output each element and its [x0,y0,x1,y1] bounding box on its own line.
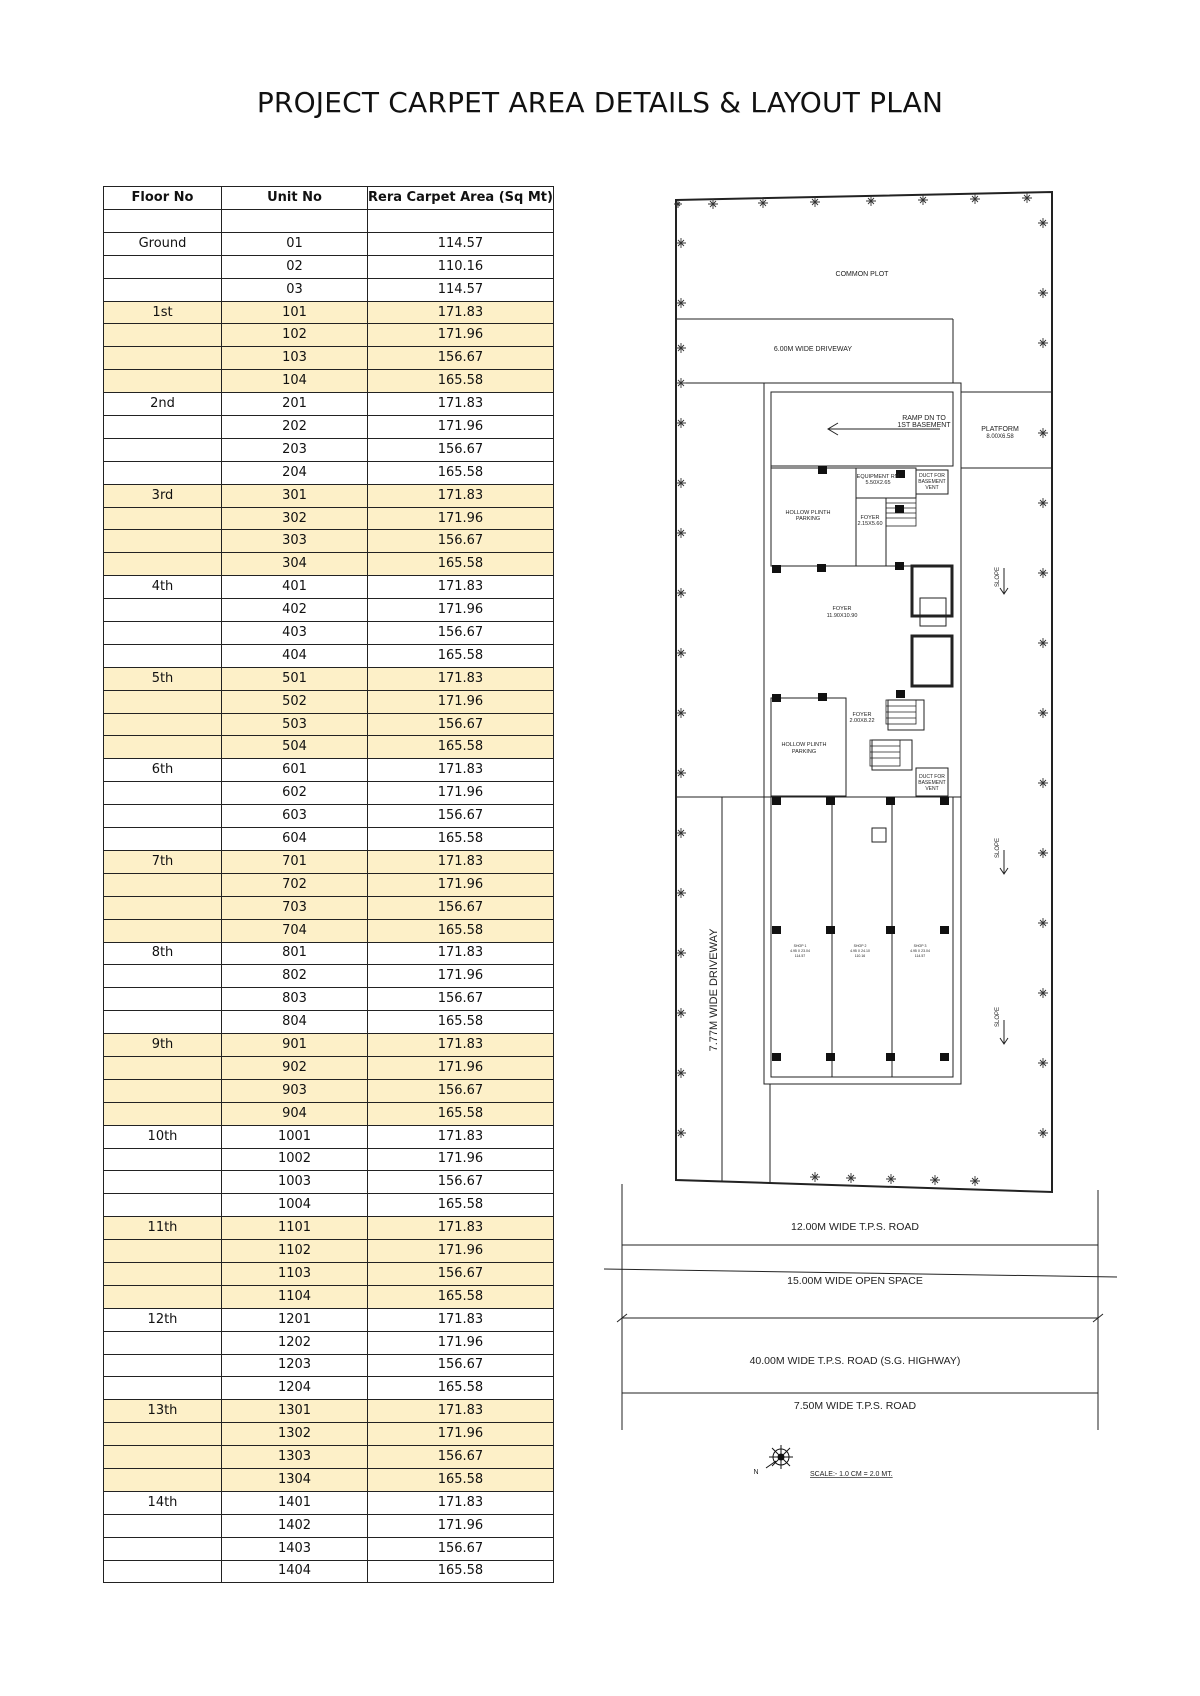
cell-unit-no: 401 [222,576,368,599]
plot-boundary [676,192,1052,1192]
cell-unit-no: 1404 [222,1560,368,1583]
label-shop2-2: 4.95 X 24.10 [850,949,870,953]
cell-unit-no: 1303 [222,1446,368,1469]
cell-unit-no: 1203 [222,1354,368,1377]
cell-carpet-area: 171.83 [368,667,554,690]
label-equipment-1: EQUIPMENT RM [856,474,900,480]
cell-unit-no: 103 [222,347,368,370]
label-shop1-2: 4.95 X 23.04 [790,949,810,953]
cell-carpet-area: 156.67 [368,438,554,461]
cell-carpet-area: 165.58 [368,644,554,667]
page-title: PROJECT CARPET AREA DETAILS & LAYOUT PLAN [256,86,944,119]
cell-carpet-area: 165.58 [368,1102,554,1125]
cell-floor-no: 3rd [104,484,222,507]
cell-unit-no: 1102 [222,1240,368,1263]
cell-unit-no: 1402 [222,1514,368,1537]
cell-floor-no: 7th [104,850,222,873]
cell-carpet-area: 156.67 [368,1079,554,1102]
cell-carpet-area: 156.67 [368,1262,554,1285]
cell-carpet-area: 171.83 [368,850,554,873]
cell-carpet-area: 171.96 [368,1148,554,1171]
label-shop1-3: 114.57 [794,954,806,958]
label-shop1-1: SHOP 1 [793,944,807,948]
cell-carpet-area: 165.58 [368,370,554,393]
cell-carpet-area: 171.96 [368,873,554,896]
cell-unit-no: 503 [222,713,368,736]
label-hollow-1: HOLLOW PLINTH [785,510,831,516]
label-ramp-2: 1ST BASEMENT [897,422,951,429]
label-hollow-lower-2: PARKING [791,749,817,755]
tree-symbols [674,193,1048,1186]
cell-unit-no: 03 [222,278,368,301]
cell-carpet-area: 171.83 [368,1217,554,1240]
cell-unit-no: 502 [222,690,368,713]
label-north: N [753,1469,759,1476]
label-hollow-2: PARKING [795,516,821,522]
cell-carpet-area: 165.58 [368,1011,554,1034]
cell-unit-no: 602 [222,782,368,805]
cell-unit-no: 601 [222,759,368,782]
header-floor-no: Floor No [104,187,222,210]
label-foyer-big-2: 11.90X10.90 [826,613,858,619]
cell-unit-no: 1302 [222,1423,368,1446]
cell-carpet-area: 171.96 [368,965,554,988]
cell-carpet-area: 171.83 [368,759,554,782]
label-foyer-mid-2: 2.00X8.22 [849,718,875,724]
cell-unit-no: 302 [222,507,368,530]
cell-unit-no: 204 [222,461,368,484]
label-road-40m: 40.00M WIDE T.P.S. ROAD (S.G. HIGHWAY) [749,1355,961,1367]
cell-unit-no: 701 [222,850,368,873]
cell-carpet-area: 156.67 [368,713,554,736]
cell-unit-no: 802 [222,965,368,988]
cell-carpet-area: 171.96 [368,1514,554,1537]
cell-floor-no: 4th [104,576,222,599]
cell-unit-no: 1003 [222,1171,368,1194]
cell-unit-no: 801 [222,942,368,965]
cell-carpet-area: 171.83 [368,576,554,599]
cell-unit-no: 1204 [222,1377,368,1400]
cell-carpet-area: 156.67 [368,988,554,1011]
cell-unit-no: 603 [222,805,368,828]
cell-carpet-area: 165.58 [368,461,554,484]
cell-unit-no: 303 [222,530,368,553]
cell-carpet-area: 156.67 [368,347,554,370]
label-duct-lower-1: DUCT FOR [919,774,945,780]
cell-carpet-area: 110.16 [368,255,554,278]
cell-unit-no: 1103 [222,1262,368,1285]
label-hollow-lower-1: HOLLOW PLINTH [781,742,827,748]
label-foyer-small-1: FOYER [860,515,880,521]
cell-unit-no: 201 [222,393,368,416]
cell-carpet-area: 165.58 [368,553,554,576]
cell-unit-no: 903 [222,1079,368,1102]
label-slope-3: SLOPE [995,1006,1001,1028]
cell-carpet-area: 171.83 [368,1400,554,1423]
cell-carpet-area: 114.57 [368,232,554,255]
label-duct-3: VENT [925,485,939,491]
cell-unit-no: 901 [222,1034,368,1057]
cell-carpet-area: 156.67 [368,1537,554,1560]
cell-unit-no: 402 [222,599,368,622]
cell-floor-no: 11th [104,1217,222,1240]
cell-carpet-area: 114.57 [368,278,554,301]
cell-carpet-area: 165.58 [368,1468,554,1491]
cell-carpet-area: 171.96 [368,324,554,347]
cell-carpet-area: 171.96 [368,1331,554,1354]
cell-carpet-area: 171.83 [368,1491,554,1514]
cell-carpet-area: 156.67 [368,805,554,828]
cell-unit-no: 1104 [222,1285,368,1308]
cell-unit-no: 1401 [222,1491,368,1514]
cell-carpet-area: 171.96 [368,1423,554,1446]
label-duct-lower-3: VENT [925,786,939,792]
cell-unit-no: 101 [222,301,368,324]
header-carpet-area: Rera Carpet Area (Sq Mt) [368,187,554,210]
cell-unit-no: 703 [222,896,368,919]
cell-carpet-area: 171.96 [368,782,554,805]
cell-unit-no: 904 [222,1102,368,1125]
cell-unit-no: 1004 [222,1194,368,1217]
cell-floor-no: 9th [104,1034,222,1057]
cell-carpet-area: 171.83 [368,393,554,416]
label-shop3-2: 4.95 X 23.04 [910,949,930,953]
cell-floor-no: 8th [104,942,222,965]
cell-floor-no: 2nd [104,393,222,416]
cell-unit-no: 702 [222,873,368,896]
cell-carpet-area: 165.58 [368,1285,554,1308]
cell-unit-no: 1403 [222,1537,368,1560]
cell-unit-no: 304 [222,553,368,576]
label-driveway-6m: 6.00M WIDE DRIVEWAY [773,346,853,353]
cell-carpet-area: 171.96 [368,690,554,713]
cell-unit-no: 403 [222,622,368,645]
cell-unit-no: 704 [222,919,368,942]
cell-carpet-area: 171.83 [368,484,554,507]
cell-unit-no: 1002 [222,1148,368,1171]
label-foyer-mid-1: FOYER [852,712,872,718]
label-ramp-1: RAMP DN TO [902,415,946,422]
cell-carpet-area: 165.58 [368,1194,554,1217]
cell-unit-no: 803 [222,988,368,1011]
cell-carpet-area: 165.58 [368,1377,554,1400]
cell-floor-no: 13th [104,1400,222,1423]
cell-carpet-area: 171.83 [368,1308,554,1331]
label-slope-2: SLOPE [995,837,1001,859]
cell-unit-no: 804 [222,1011,368,1034]
building-outline [764,383,961,797]
cell-floor-no: 6th [104,759,222,782]
cell-carpet-area: 171.83 [368,1125,554,1148]
label-shop2-1: SHOP 2 [853,944,867,948]
label-slope-1: SLOPE [995,566,1001,588]
cell-carpet-area: 171.83 [368,301,554,324]
cell-unit-no: 104 [222,370,368,393]
cell-carpet-area: 156.67 [368,1171,554,1194]
cell-floor-no: 12th [104,1308,222,1331]
cell-unit-no: 1301 [222,1400,368,1423]
cell-floor-no: 10th [104,1125,222,1148]
cell-carpet-area: 171.96 [368,1240,554,1263]
label-duct-1: DUCT FOR [919,473,945,479]
cell-carpet-area: 165.58 [368,736,554,759]
cell-unit-no: 1304 [222,1468,368,1491]
cell-floor-no: Ground [104,232,222,255]
label-common-plot: COMMON PLOT [835,271,889,278]
label-duct-lower-2: BASEMENT [918,780,946,786]
label-scale: SCALE:- 1.0 CM = 2.0 MT. [810,1471,893,1478]
cell-unit-no: 501 [222,667,368,690]
cell-carpet-area: 156.67 [368,1446,554,1469]
cell-carpet-area: 156.67 [368,530,554,553]
cell-unit-no: 604 [222,828,368,851]
cell-carpet-area: 156.67 [368,1354,554,1377]
label-road-12m: 12.00M WIDE T.P.S. ROAD [791,1221,919,1233]
cell-unit-no: 301 [222,484,368,507]
north-compass-icon [766,1445,793,1469]
cell-floor-no: 1st [104,301,222,324]
cell-carpet-area: 165.58 [368,1560,554,1583]
cell-carpet-area: 171.96 [368,416,554,439]
label-road-750: 7.50M WIDE T.P.S. ROAD [793,1400,917,1412]
cell-unit-no: 1202 [222,1331,368,1354]
label-shop3-3: 114.57 [914,954,926,958]
cell-carpet-area: 171.83 [368,942,554,965]
label-shop3-1: SHOP 3 [913,944,927,948]
cell-carpet-area: 171.96 [368,507,554,530]
header-unit-no: Unit No [222,187,368,210]
cell-carpet-area: 156.67 [368,896,554,919]
cell-floor-no: 14th [104,1491,222,1514]
cell-unit-no: 203 [222,438,368,461]
label-driveway-777: 7.77M WIDE DRIVEWAY [708,928,720,1052]
cell-unit-no: 1101 [222,1217,368,1240]
cell-unit-no: 202 [222,416,368,439]
cell-carpet-area: 171.83 [368,1034,554,1057]
label-platform-1: PLATFORM [981,426,1019,433]
cell-unit-no: 1001 [222,1125,368,1148]
cell-unit-no: 01 [222,232,368,255]
cell-unit-no: 404 [222,644,368,667]
cell-floor-no: 5th [104,667,222,690]
label-equipment-2: 5.50X2.65 [865,480,891,486]
cell-unit-no: 504 [222,736,368,759]
cell-carpet-area: 165.58 [368,919,554,942]
cell-unit-no: 102 [222,324,368,347]
label-duct-2: BASEMENT [918,479,946,485]
label-platform-2: 8.00X6.58 [986,434,1014,440]
cell-carpet-area: 156.67 [368,622,554,645]
label-open-space: 15.00M WIDE OPEN SPACE [787,1275,923,1287]
cell-carpet-area: 171.96 [368,599,554,622]
label-foyer-small-2: 2.15X5.60 [857,521,883,527]
cell-unit-no: 1201 [222,1308,368,1331]
cell-carpet-area: 171.96 [368,1056,554,1079]
label-foyer-big-1: FOYER [832,606,852,612]
cell-unit-no: 902 [222,1056,368,1079]
cell-unit-no: 02 [222,255,368,278]
label-shop2-3: 110.16 [854,954,866,958]
cell-carpet-area: 165.58 [368,828,554,851]
